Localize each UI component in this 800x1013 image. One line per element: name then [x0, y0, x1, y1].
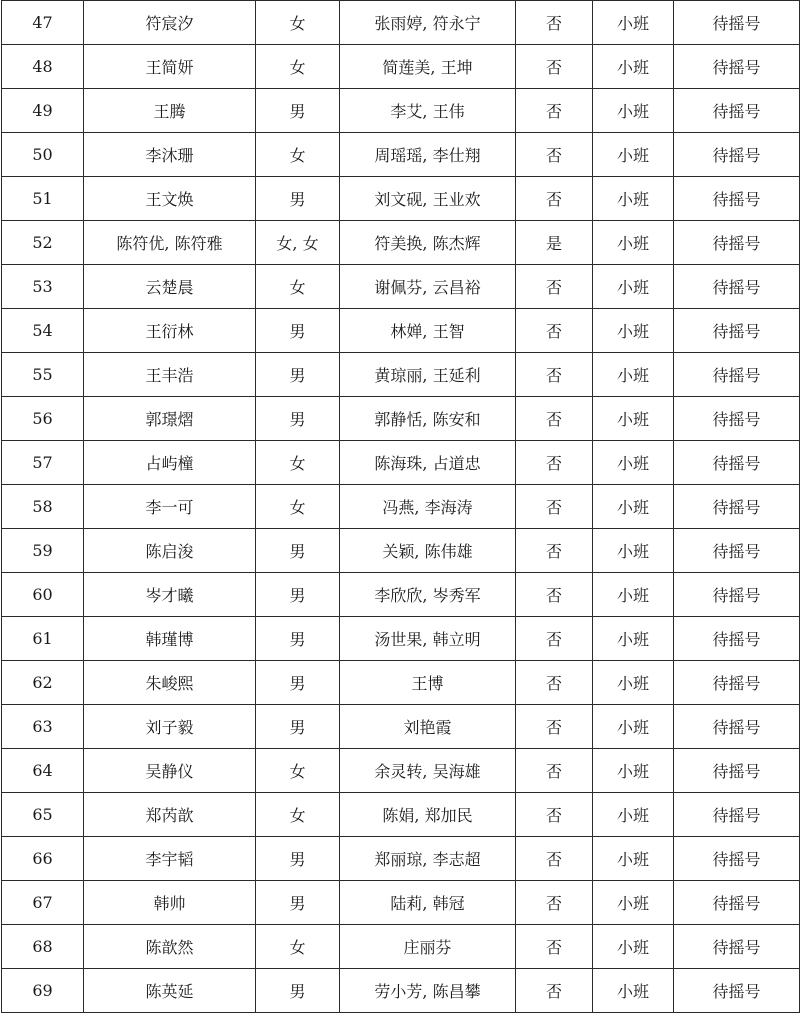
- flag-value-cell: 否: [516, 617, 593, 661]
- child-name-cell: 岑才曦: [84, 573, 256, 617]
- child-name-cell: 陈英延: [84, 969, 256, 1013]
- child-gender-cell: 男: [256, 89, 340, 133]
- lottery-status-cell: 待摇号: [674, 309, 800, 353]
- table-row: [2, 705, 800, 749]
- class-level-cell: 小班: [593, 617, 674, 661]
- lottery-status-cell: 待摇号: [674, 837, 800, 881]
- table-row: [2, 45, 800, 89]
- child-gender-cell: 女: [256, 133, 340, 177]
- row-number-cell: 64: [2, 749, 84, 793]
- child-gender-cell: 男: [256, 705, 340, 749]
- class-level-cell: 小班: [593, 89, 674, 133]
- child-gender-cell: 男: [256, 837, 340, 881]
- flag-value-cell: 否: [516, 749, 593, 793]
- row-number-cell: 59: [2, 529, 84, 573]
- table-row: [2, 925, 800, 969]
- lottery-status-cell: 待摇号: [674, 793, 800, 837]
- flag-value-cell: 否: [516, 661, 593, 705]
- table-row: [2, 353, 800, 397]
- guardian-names-cell: 谢佩芬, 云昌裕: [340, 265, 516, 309]
- table-row: [2, 485, 800, 529]
- flag-value-cell: 否: [516, 309, 593, 353]
- table-row: [2, 529, 800, 573]
- guardian-names-cell: 劳小芳, 陈昌攀: [340, 969, 516, 1013]
- class-level-cell: 小班: [593, 881, 674, 925]
- child-gender-cell: 女: [256, 749, 340, 793]
- child-gender-cell: 男: [256, 529, 340, 573]
- roster-table: [1, 0, 800, 1013]
- child-name-cell: 王腾: [84, 89, 256, 133]
- row-number-cell: 54: [2, 309, 84, 353]
- flag-value-cell: 否: [516, 881, 593, 925]
- table-row: [2, 1, 800, 45]
- class-level-cell: 小班: [593, 661, 674, 705]
- child-gender-cell: 男: [256, 573, 340, 617]
- row-number-cell: 50: [2, 133, 84, 177]
- child-gender-cell: 男: [256, 353, 340, 397]
- lottery-status-cell: 待摇号: [674, 45, 800, 89]
- class-level-cell: 小班: [593, 397, 674, 441]
- class-level-cell: 小班: [593, 969, 674, 1013]
- lottery-status-cell: 待摇号: [674, 969, 800, 1013]
- flag-value-cell: 否: [516, 573, 593, 617]
- row-number-cell: 57: [2, 441, 84, 485]
- row-number-cell: 55: [2, 353, 84, 397]
- child-gender-cell: 女: [256, 265, 340, 309]
- lottery-status-cell: 待摇号: [674, 925, 800, 969]
- class-level-cell: 小班: [593, 749, 674, 793]
- guardian-names-cell: 陈海珠, 占道忠: [340, 441, 516, 485]
- guardian-names-cell: 庄丽芬: [340, 925, 516, 969]
- table-row: [2, 837, 800, 881]
- row-number-cell: 60: [2, 573, 84, 617]
- flag-value-cell: 否: [516, 485, 593, 529]
- table-row: [2, 969, 800, 1013]
- row-number-cell: 51: [2, 177, 84, 221]
- guardian-names-cell: 陆莉, 韩冠: [340, 881, 516, 925]
- table-row: [2, 573, 800, 617]
- child-name-cell: 郑芮歆: [84, 793, 256, 837]
- flag-value-cell: 否: [516, 441, 593, 485]
- child-gender-cell: 男: [256, 177, 340, 221]
- lottery-status-cell: 待摇号: [674, 529, 800, 573]
- child-gender-cell: 男: [256, 881, 340, 925]
- row-number-cell: 48: [2, 45, 84, 89]
- class-level-cell: 小班: [593, 265, 674, 309]
- class-level-cell: 小班: [593, 793, 674, 837]
- child-name-cell: 陈歆然: [84, 925, 256, 969]
- flag-value-cell: 否: [516, 793, 593, 837]
- row-number-cell: 62: [2, 661, 84, 705]
- table-row: [2, 133, 800, 177]
- class-level-cell: 小班: [593, 925, 674, 969]
- child-name-cell: 陈启浚: [84, 529, 256, 573]
- row-number-cell: 61: [2, 617, 84, 661]
- lottery-status-cell: 待摇号: [674, 265, 800, 309]
- flag-value-cell: 否: [516, 133, 593, 177]
- child-gender-cell: 女, 女: [256, 221, 340, 265]
- flag-value-cell: 否: [516, 397, 593, 441]
- lottery-status-cell: 待摇号: [674, 441, 800, 485]
- flag-value-cell: 否: [516, 705, 593, 749]
- child-gender-cell: 男: [256, 969, 340, 1013]
- class-level-cell: 小班: [593, 837, 674, 881]
- row-number-cell: 65: [2, 793, 84, 837]
- table-row: [2, 749, 800, 793]
- row-number-cell: 49: [2, 89, 84, 133]
- lottery-status-cell: 待摇号: [674, 133, 800, 177]
- class-level-cell: 小班: [593, 1, 674, 45]
- child-name-cell: 符宸汐: [84, 1, 256, 45]
- guardian-names-cell: 郑丽琼, 李志超: [340, 837, 516, 881]
- child-gender-cell: 女: [256, 485, 340, 529]
- table-row: [2, 617, 800, 661]
- lottery-status-cell: 待摇号: [674, 881, 800, 925]
- child-name-cell: 占屿橦: [84, 441, 256, 485]
- lottery-status-cell: 待摇号: [674, 221, 800, 265]
- flag-value-cell: 否: [516, 529, 593, 573]
- flag-value-cell: 否: [516, 969, 593, 1013]
- row-number-cell: 67: [2, 881, 84, 925]
- child-name-cell: 吴静仪: [84, 749, 256, 793]
- lottery-status-cell: 待摇号: [674, 705, 800, 749]
- child-name-cell: 李沐珊: [84, 133, 256, 177]
- guardian-names-cell: 汤世果, 韩立明: [340, 617, 516, 661]
- child-name-cell: 王简妍: [84, 45, 256, 89]
- guardian-names-cell: 刘文砚, 王业欢: [340, 177, 516, 221]
- lottery-status-cell: 待摇号: [674, 177, 800, 221]
- child-gender-cell: 女: [256, 793, 340, 837]
- roster-body: [2, 1, 800, 1013]
- lottery-status-cell: 待摇号: [674, 397, 800, 441]
- table-row: [2, 89, 800, 133]
- class-level-cell: 小班: [593, 133, 674, 177]
- lottery-status-cell: 待摇号: [674, 617, 800, 661]
- table-row: [2, 309, 800, 353]
- flag-value-cell: 否: [516, 265, 593, 309]
- lottery-status-cell: 待摇号: [674, 353, 800, 397]
- child-name-cell: 云楚晨: [84, 265, 256, 309]
- guardian-names-cell: 余灵转, 吴海雄: [340, 749, 516, 793]
- lottery-status-cell: 待摇号: [674, 573, 800, 617]
- table-row: [2, 265, 800, 309]
- child-name-cell: 王衍林: [84, 309, 256, 353]
- class-level-cell: 小班: [593, 177, 674, 221]
- guardian-names-cell: 张雨婷, 符永宁: [340, 1, 516, 45]
- row-number-cell: 68: [2, 925, 84, 969]
- child-name-cell: 刘子毅: [84, 705, 256, 749]
- row-number-cell: 66: [2, 837, 84, 881]
- row-number-cell: 47: [2, 1, 84, 45]
- row-number-cell: 69: [2, 969, 84, 1013]
- class-level-cell: 小班: [593, 485, 674, 529]
- flag-value-cell: 否: [516, 1, 593, 45]
- flag-value-cell: 否: [516, 177, 593, 221]
- guardian-names-cell: 陈娟, 郑加民: [340, 793, 516, 837]
- child-name-cell: 韩瑾博: [84, 617, 256, 661]
- guardian-names-cell: 刘艳霞: [340, 705, 516, 749]
- child-gender-cell: 男: [256, 309, 340, 353]
- child-name-cell: 郭璟熠: [84, 397, 256, 441]
- lottery-status-cell: 待摇号: [674, 749, 800, 793]
- class-level-cell: 小班: [593, 529, 674, 573]
- child-name-cell: 韩帅: [84, 881, 256, 925]
- class-level-cell: 小班: [593, 353, 674, 397]
- flag-value-cell: 否: [516, 353, 593, 397]
- row-number-cell: 56: [2, 397, 84, 441]
- child-gender-cell: 男: [256, 617, 340, 661]
- row-number-cell: 63: [2, 705, 84, 749]
- class-level-cell: 小班: [593, 309, 674, 353]
- row-number-cell: 52: [2, 221, 84, 265]
- child-name-cell: 王丰浩: [84, 353, 256, 397]
- table-row: [2, 661, 800, 705]
- flag-value-cell: 否: [516, 45, 593, 89]
- child-gender-cell: 男: [256, 397, 340, 441]
- table-row: [2, 221, 800, 265]
- lottery-status-cell: 待摇号: [674, 89, 800, 133]
- child-name-cell: 李宇韬: [84, 837, 256, 881]
- flag-value-cell: 否: [516, 925, 593, 969]
- guardian-names-cell: 黄琼丽, 王延利: [340, 353, 516, 397]
- lottery-status-cell: 待摇号: [674, 661, 800, 705]
- flag-value-cell: 否: [516, 89, 593, 133]
- table-row: [2, 793, 800, 837]
- lottery-status-cell: 待摇号: [674, 1, 800, 45]
- class-level-cell: 小班: [593, 705, 674, 749]
- child-name-cell: 李一可: [84, 485, 256, 529]
- child-gender-cell: 女: [256, 45, 340, 89]
- row-number-cell: 53: [2, 265, 84, 309]
- flag-value-cell: 是: [516, 221, 593, 265]
- child-gender-cell: 女: [256, 441, 340, 485]
- class-level-cell: 小班: [593, 45, 674, 89]
- guardian-names-cell: 李艾, 王伟: [340, 89, 516, 133]
- child-name-cell: 陈符优, 陈符雅: [84, 221, 256, 265]
- class-level-cell: 小班: [593, 221, 674, 265]
- class-level-cell: 小班: [593, 441, 674, 485]
- child-gender-cell: 女: [256, 925, 340, 969]
- guardian-names-cell: 符美换, 陈杰辉: [340, 221, 516, 265]
- guardian-names-cell: 王博: [340, 661, 516, 705]
- table-row: [2, 441, 800, 485]
- guardian-names-cell: 简莲美, 王坤: [340, 45, 516, 89]
- guardian-names-cell: 周瑶瑶, 李仕翔: [340, 133, 516, 177]
- guardian-names-cell: 郭静恬, 陈安和: [340, 397, 516, 441]
- child-gender-cell: 男: [256, 661, 340, 705]
- child-gender-cell: 女: [256, 1, 340, 45]
- lottery-status-cell: 待摇号: [674, 485, 800, 529]
- table-row: [2, 881, 800, 925]
- flag-value-cell: 否: [516, 837, 593, 881]
- row-number-cell: 58: [2, 485, 84, 529]
- table-row: [2, 397, 800, 441]
- class-level-cell: 小班: [593, 573, 674, 617]
- child-name-cell: 王文焕: [84, 177, 256, 221]
- guardian-names-cell: 李欣欣, 岑秀军: [340, 573, 516, 617]
- child-name-cell: 朱峻熙: [84, 661, 256, 705]
- table-row: [2, 177, 800, 221]
- guardian-names-cell: 冯燕, 李海涛: [340, 485, 516, 529]
- guardian-names-cell: 林婵, 王智: [340, 309, 516, 353]
- guardian-names-cell: 关颖, 陈伟雄: [340, 529, 516, 573]
